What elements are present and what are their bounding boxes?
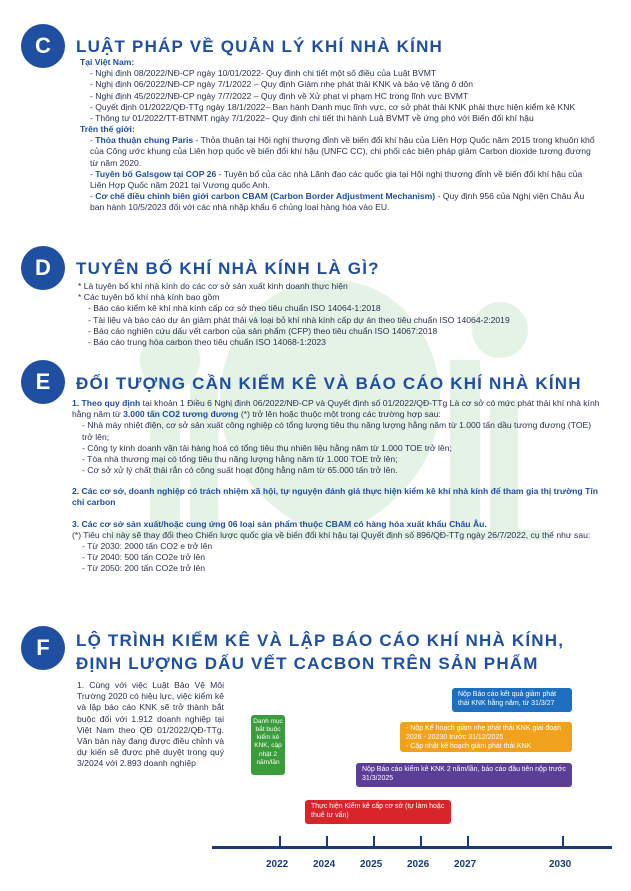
timeline-year: 2022 xyxy=(266,859,289,870)
timeline-tick xyxy=(326,836,328,849)
section-e-badge: E xyxy=(21,360,65,404)
timeline-tick xyxy=(373,836,375,849)
e-note: (*) Tiêu chí này sẽ thay đổi theo Chiến lược quốc gia về biến đổi khí hậu tại Quyết định số 896/QĐ-TTg ngày 26/7/2022, cụ thể như sau: xyxy=(72,529,591,540)
timeline-tick xyxy=(467,836,469,849)
section-f-title-line1: LỘ TRÌNH KIỂM KÊ VÀ LẬP BÁO CÁO KHÍ NHÀ KÍNH, xyxy=(76,631,565,650)
e-p1-item: - Tòa nhà thương mại có tổng tiêu thụ năng lượng hằng năm từ 1.000 TOE trở lên; xyxy=(82,453,398,464)
timeline-box-purple: Nộp Báo cáo kiểm kê KNK 2 năm/lần, báo cáo đầu tiên nộp trước 31/3/2025 xyxy=(356,763,572,787)
section-d-body xyxy=(78,281,598,348)
world-item: - Cơ chế điều chỉnh biên giới carbon CBAM (Carbon Border Adjustment Mechanism) - Quy định 956 của Nghị viện Châu Âu ban hành 10/5/2023 đối với các nhà nhập khẩu 6 chủng loại hàng hóa vào EU. xyxy=(90,191,585,213)
timeline-year: 2025 xyxy=(360,859,383,870)
timeline-tick xyxy=(420,836,422,849)
section-d-badge: D xyxy=(21,246,65,290)
section-c-body xyxy=(80,57,600,213)
timeline-year: 2024 xyxy=(313,859,336,870)
e-note-item: - Từ 2030: 2000 tấn CO2 e trở lên xyxy=(82,540,213,551)
timeline-year: 2027 xyxy=(454,859,477,870)
vn-item: - Quyết định 01/2022/QĐ-TTg ngày 18/1/2022– Ban hành Danh mục lĩnh vực, cơ sở phát thải KNK phải thực hiện kiểm kê KNK xyxy=(90,101,576,112)
e-p1-lead: 1. Theo quy định xyxy=(72,398,141,408)
d-line: - Báo cáo kiểm kê khí nhà kính cấp cơ sở theo tiêu chuẩn ISO 14064-1:2018 xyxy=(88,303,381,314)
e-p1-item: - Cơ sở xử lý chất thải rắn có công suất hoạt động hằng năm từ 65.000 tấn trở lên. xyxy=(82,465,398,476)
world-item: - Tuyên bố Galsgow tại COP 26 - Tuyên bố của các nhà Lãnh đạo các quốc gia tại Hội nghị thượng đỉnh về biến đổi khí hậu của Liên Hợp Quốc năm 2021 tại Vương quốc Anh. xyxy=(90,168,583,190)
e-p1-a: tại khoản 1 Điều 6 Nghị định 06/2022/NĐ-CP và Quyết định số 01/2022/QĐ-TTg Là cơ sở có mức phát thải khí nhà kính hằng năm từ xyxy=(72,398,600,420)
e-p1-highlight: 3.000 tấn CO2 tương đương xyxy=(123,409,239,420)
timeline-box-orange xyxy=(400,722,572,752)
e-p1-item: - Công ty kinh doanh vận tải hàng hoá có tổng tiêu thụ nhiên liệu hằng năm từ 1.000 TOE trở lên; xyxy=(82,442,452,453)
timeline-tick xyxy=(562,836,564,849)
d-line: - Báo cáo nghiên cứu dấu vết carbon của sản phẩm (CFP) theo tiêu chuẩn ISO 14067:2018 xyxy=(88,325,438,336)
e-p3: 3. Các cơ sở sản xuất/hoặc cung ứng 06 loại sản phẩm thuộc CBAM có hàng hóa xuất khẩu Châu Âu. xyxy=(72,518,487,529)
world-item-name: Cơ chế điều chỉnh biên giới carbon CBAM (Carbon Border Adjustment Mechanism) xyxy=(95,191,436,202)
section-e-title: ĐỐI TƯỢNG CẦN KIỂM KÊ VÀ BÁO CÁO KHÍ NHÀ KÍNH xyxy=(76,374,582,393)
timeline-tick xyxy=(279,836,281,849)
world-item-text: - Tuyên bố của các nhà Lãnh đạo các quốc gia tại Hội nghị thượng đỉnh về biến đổi khí hậu của Liên Hợp Quốc năm 2021 tại Vương quốc Anh. xyxy=(90,168,583,190)
world-item-name: Tuyên bố Galsgow tại COP 26 xyxy=(95,168,217,179)
vn-item: - Nghị định 06/2022/NĐ-CP ngày 7/1/2022 – Quy định Giảm nhẹ phát thải KNK và bảo vệ tầng ô dôn xyxy=(90,79,473,90)
world-item-text: - Thỏa thuận tại Hội nghị thượng đỉnh về biến đổi khí hậu của Liên Hợp Quốc năm 2015 trong khuôn khổ của Công ước khung của Liên hợp quốc về biến đổi khí hậu (UNFC CC), chi phối các biện pháp giảm Carbon dioxide tương đương từ năm 2020. xyxy=(90,135,595,168)
timeline-year: 2026 xyxy=(407,859,430,870)
timeline-box-blue: Nộp Báo cáo kết quả giảm phát thải KNK hằng năm, từ 31/3/27 xyxy=(452,688,572,712)
orange-line-2: - Cập nhật kế hoạch giảm phát thải KNK xyxy=(406,742,532,750)
timeline-box-red: Thực hiện Kiểm kê cấp cơ sở (tự làm hoặc thuê tư vấn) xyxy=(305,800,451,824)
section-c-title: LUẬT PHÁP VỀ QUẢN LÝ KHÍ NHÀ KÍNH xyxy=(76,37,444,56)
vn-item: - Nghị định 08/2022/NĐ-CP ngày 10/01/2022- Quy định chi tiết một số điều của Luật BVMT xyxy=(90,68,437,79)
e-p1-b: (*) trở lên hoặc thuộc một trong các trường hợp sau: xyxy=(238,409,441,420)
vn-heading: Tại Việt Nam: xyxy=(80,57,135,67)
timeline-axis xyxy=(212,846,612,849)
vn-item: - Nghị định 45/2022/NĐ-CP ngày 7/7/2022 – Quy định về Xử phạt vi phạm HC trong lĩnh vực BVMT xyxy=(90,90,469,101)
section-e-body xyxy=(72,398,602,574)
e-note-item: - Từ 2050: 200 tấn CO2e trở lên xyxy=(82,563,206,574)
world-item-name: Thỏa thuận chung Paris xyxy=(95,135,194,146)
d-line: - Tài liệu và báo cáo dự án giảm phát thải và loại bỏ khí nhà kính cấp dự án theo tiêu chuẩn ISO 14064-2:2019 xyxy=(88,314,510,325)
world-item: - Thỏa thuận chung Paris - Thỏa thuận tại Hội nghị thượng đỉnh về biến đổi khí hậu của Liên Hợp Quốc năm 2015 trong khuôn khổ của Công ước khung của Liên hợp quốc về biến đổi khí hậu (UNFC CC), chi phối các biện pháp giảm Carbon dioxide tương đương từ năm 2020. xyxy=(90,135,595,168)
timeline-box-green: Danh mục bắt buộc kiểm kê KNK, cập nhật 2 năm/lần xyxy=(251,715,285,775)
world-item-text: - Quy định 956 của Nghị viện Châu Âu ban hành 10/5/2023 đối với các nhà nhập khẩu 6 chủng loại hàng hóa vào EU. xyxy=(90,191,585,213)
section-f-badge: F xyxy=(21,626,65,670)
e-p2: 2. Các cơ sở, doanh nghiệp có trách nhiệm xã hội, tự nguyện đánh giá thực hiện kiểm kê khí nhà kính để tham gia thị trường Tín chỉ carbon xyxy=(72,486,598,508)
e-note-item: - Từ 2040: 500 tấn CO2e trở lên xyxy=(82,552,206,563)
e-p1-item: - Nhà máy nhiệt điện, cơ sở sản xuất công nghiệp có tổng lượng tiêu thụ năng lượng hằng năm từ 1.000 tấn dầu tương đương (TOE) trở lên; xyxy=(82,420,592,442)
world-heading: Trên thế giới: xyxy=(80,124,135,135)
d-line: * Các tuyên bố khí nhà kính bao gồm xyxy=(78,292,220,303)
vn-item: - Thông tư 01/2022/TT-BTNMT ngày 7/1/2022– Quy định chi tiết thi hành Luậ BVMT về ứng phó với Biến đổi khí hậu xyxy=(90,112,534,123)
d-line: - Báo cáo trung hòa carbon theo tiêu chuẩn ISO 14068-1:2023 xyxy=(88,336,326,347)
section-c-badge: C xyxy=(21,24,65,68)
timeline-year: 2030 xyxy=(549,859,572,870)
e-p1 xyxy=(72,398,602,420)
section-d-title: TUYÊN BỐ KHÍ NHÀ KÍNH LÀ GÌ? xyxy=(76,259,380,278)
d-line: * Là tuyên bố khí nhà kính do các cơ sở sản xuất kinh doanh thực hiện xyxy=(78,281,348,291)
orange-line-1: - Nộp Kế hoạch giảm nhẹ phát thải KNK giai đoạn 2026 - 20230 trước 31/12/2025 xyxy=(406,725,561,741)
section-f-title-line2: ĐỊNH LƯỢNG DẤU VẾT CACBON TRÊN SẢN PHẨM xyxy=(76,654,539,673)
section-f-paragraph: 1. Cùng với việc Luật Bảo Vệ Môi Trường 2020 có hiệu lực, việc kiểm kê và lập báo cáo KNK sẽ trở thành bắt buộc đối với 1.912 doanh nghiệp tại Việt Nam theo QĐ 01/2022/QĐ-TTg. Văn bản này đang được điều chỉnh và dự kiến sẽ được phê duyệt trong quý 3/2024 với 2.893 doanh nghiệp xyxy=(77,680,224,769)
